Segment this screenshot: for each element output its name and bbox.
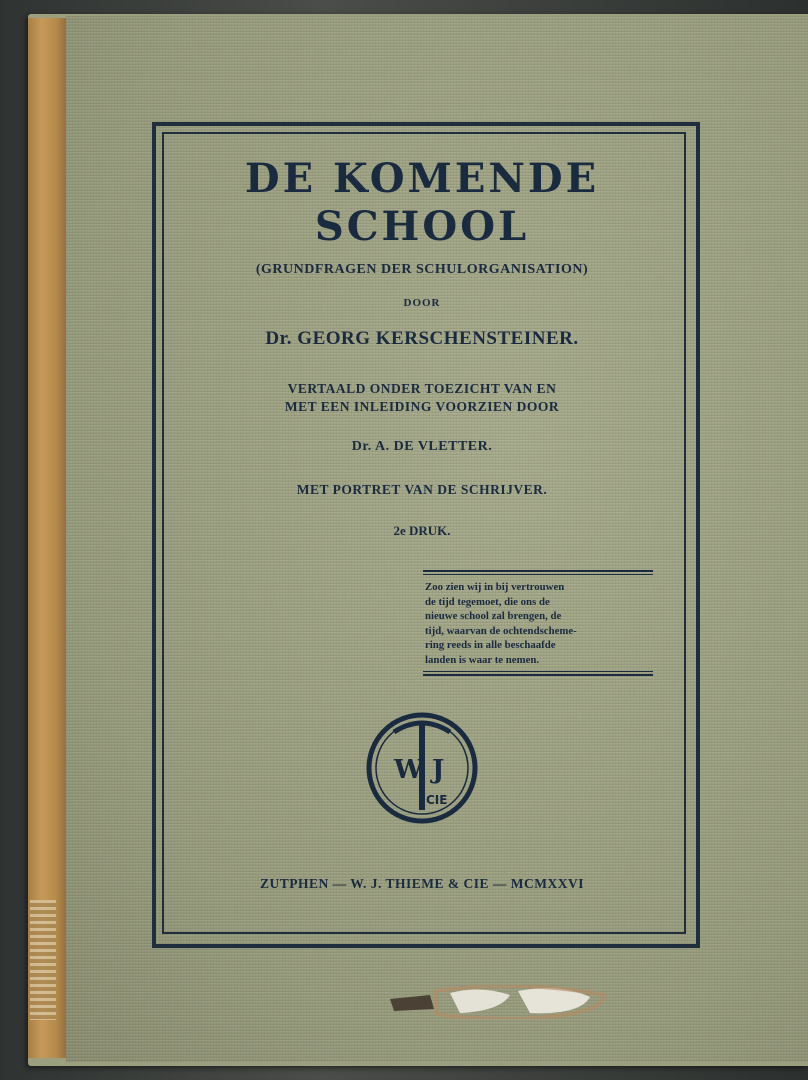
translation-line-2: MET EEN INLEIDING VOORZIEN DOOR [284, 399, 560, 414]
author-name: Dr. GEORG KERSCHENSTEINER. [265, 328, 579, 349]
publisher-line: ZUTPHEN — W. J. THIEME & CIE — MCMXXVI [259, 876, 585, 891]
svg-text:J: J [432, 755, 445, 785]
svg-text:W: W [394, 755, 424, 785]
quote-box [423, 570, 653, 678]
quote-rule-bottom [423, 674, 653, 676]
portrait-note: MET PORTRET VAN DE SCHRIJVER. [296, 482, 548, 497]
thieme-publisher-logo [364, 710, 480, 826]
edition-label: 2e DRUK. [393, 523, 451, 538]
quote-rule-top [423, 570, 653, 572]
translation-line-1: VERTAALD ONDER TOEZICHT VAN EN [287, 381, 557, 396]
title-line-2: SCHOOL [314, 203, 530, 250]
svg-text:CIE: CIE [426, 793, 448, 807]
quote-rule-bottom-thin [423, 671, 653, 672]
quote-rule-top-thin [423, 574, 653, 575]
by-label: DOOR [403, 297, 441, 309]
cover-damage [390, 985, 610, 1019]
quote-text: Zoo zien wij in bij vertrouwen de tijd tegemoet, die ons de nieuwe school zal brengen, de tijd, waarvan de ochtendscheme- ring reeds in alle beschaafde landen is waar te nemen. [425, 581, 577, 666]
translator-name: Dr. A. DE VLETTER. [351, 439, 493, 454]
subtitle: (GRUNDFRAGEN DER SCHULORGANISATION) [255, 262, 589, 277]
title-line-1: DE KOMENDE [244, 155, 600, 202]
spine-wear [30, 900, 56, 1020]
